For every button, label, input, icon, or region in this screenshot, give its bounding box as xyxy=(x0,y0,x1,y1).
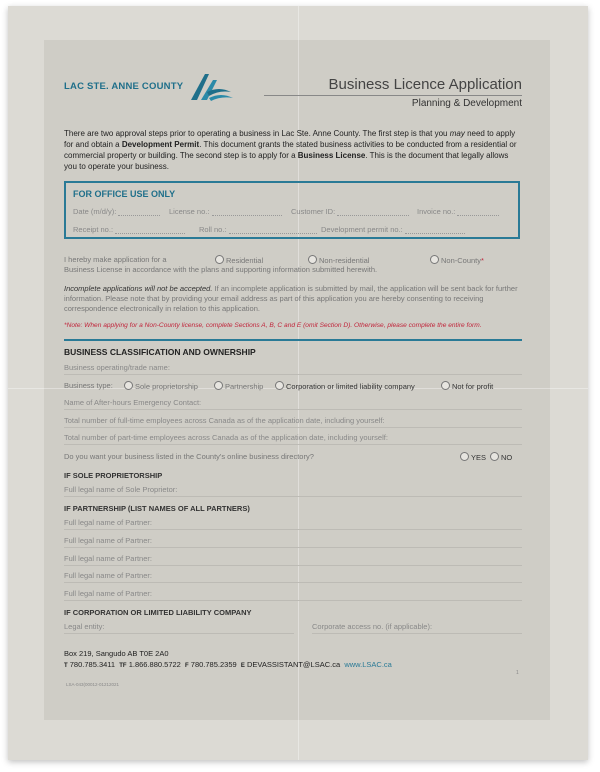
page-subtitle: Planning & Development xyxy=(411,98,522,109)
sole-prop-option[interactable]: Sole proprietorship xyxy=(124,381,198,392)
form-code: LSA-043(00012-01212021 xyxy=(66,682,120,687)
office-use-title: FOR OFFICE USE ONLY xyxy=(73,189,176,199)
footer-email[interactable]: DEVASSISTANT@LSAC.ca xyxy=(246,660,341,669)
application-text-2: Business License in accordance with the plans and supporting information submitted herewith. xyxy=(64,265,378,274)
corporation-heading: IF CORPORATION OR LIMITED LIABILITY COMPANY xyxy=(64,608,252,617)
non-county-radio[interactable] xyxy=(430,255,439,264)
nonprofit-radio[interactable] xyxy=(441,381,450,390)
intro-text-2: need to apply for and obtain a xyxy=(64,129,516,149)
incomplete-italic: Incomplete applications will not be accepted. xyxy=(64,284,213,293)
application-text: I hereby make application for a xyxy=(64,255,167,264)
footer-contact xyxy=(64,648,392,672)
no-radio[interactable] xyxy=(490,452,499,461)
partner-name-field[interactable]: Full legal name of Partner: xyxy=(64,536,522,548)
corporation-radio[interactable] xyxy=(275,381,284,390)
logo-text: LAC STE. ANNE COUNTY xyxy=(64,80,184,92)
yes-radio[interactable] xyxy=(460,452,469,461)
office-customer-id-field[interactable]: Customer ID: xyxy=(291,207,409,216)
directory-question: Do you want your business listed in the County's online business directory? xyxy=(64,452,314,461)
county-logo xyxy=(64,70,233,102)
office-invoice-no-field[interactable]: Invoice no.: xyxy=(417,207,499,216)
intro-may: may xyxy=(449,129,465,138)
intro-dev-permit: Development Permit xyxy=(121,140,200,149)
partner-name-field[interactable]: Full legal name of Partner: xyxy=(64,518,522,530)
footer-address: Box 219, Sangudo AB T0E 2A0 xyxy=(64,649,169,658)
directory-no-option[interactable]: NO xyxy=(490,452,512,463)
operating-name-field[interactable]: Business operating/trade name: xyxy=(64,363,522,375)
office-receipt-no-field[interactable]: Receipt no.: xyxy=(73,225,185,234)
sole-prop-name-field[interactable]: Full legal name of Sole Proprietor: xyxy=(64,485,522,497)
footer-phones: T 780.785.3411 TF 1.866.880.5722 F 780.785.2359 E DEVASSISTANT@LSAC.ca www.LSAC.ca xyxy=(64,660,392,669)
full-time-employees-field[interactable]: Total number of full-time employees across Canada as of the application date, including yourself: xyxy=(64,416,522,428)
nonprofit-option[interactable]: Not for profit xyxy=(441,381,493,392)
partnership-radio[interactable] xyxy=(214,381,223,390)
corporate-access-field[interactable]: Corporate access no. (if applicable): xyxy=(312,622,522,634)
intro-text-1: There are two approval steps prior to operating a business in Lac Ste. Anne County. The first step is that you xyxy=(64,129,448,138)
office-date-field[interactable]: Date (m/d/y): xyxy=(73,207,160,216)
incomplete-notice xyxy=(64,284,524,314)
page-number: 1 xyxy=(516,670,519,676)
form-header xyxy=(64,68,522,114)
non-residential-radio[interactable] xyxy=(308,255,317,264)
header-divider xyxy=(264,95,522,96)
intro-text-3: . This document grants the stated business activities to be conducted from a residential or commercial property or building. The second step is to apply for a xyxy=(64,140,517,160)
office-use-box xyxy=(64,181,520,239)
classification-heading: BUSINESS CLASSIFICATION AND OWNERSHIP xyxy=(64,347,256,357)
non-residential-option[interactable]: Non-residential xyxy=(308,255,369,266)
business-type-label: Business type: xyxy=(64,381,113,390)
office-license-no-field[interactable]: License no.: xyxy=(169,207,282,216)
footer-website-link[interactable]: www.LSAC.ca xyxy=(344,660,392,669)
residential-option[interactable]: Residential xyxy=(215,255,263,266)
residential-radio[interactable] xyxy=(215,255,224,264)
partner-name-field[interactable]: Full legal name of Partner: xyxy=(64,571,522,583)
county-logo-icon xyxy=(187,70,233,102)
intro-business-license: Business License xyxy=(297,151,366,160)
legal-entity-field[interactable]: Legal entity: xyxy=(64,622,294,634)
section-rule xyxy=(64,339,522,341)
directory-yes-option[interactable]: YES xyxy=(460,452,486,463)
corporation-option[interactable]: Corporation or limited liability company xyxy=(275,381,415,392)
partnership-option[interactable]: Partnership xyxy=(214,381,263,392)
emergency-contact-field[interactable]: Name of After-hours Emergency Contact: xyxy=(64,398,522,410)
note-text: *Note: When applying for a Non-County license, complete Sections A, B, C and E (omit Section D). Otherwise, please complete the entire form. xyxy=(64,322,482,329)
office-dev-permit-no-field[interactable]: Development permit no.: xyxy=(321,225,465,234)
office-roll-no-field[interactable]: Roll no.: xyxy=(199,225,317,234)
part-time-employees-field[interactable]: Total number of part-time employees across Canada as of the application date, including yourself: xyxy=(64,433,522,445)
non-county-option[interactable]: Non-County* xyxy=(430,255,484,266)
partner-name-field[interactable]: Full legal name of Partner: xyxy=(64,589,522,601)
partnership-heading: IF PARTNERSHIP (LIST NAMES OF ALL PARTNERS) xyxy=(64,504,250,513)
sole-prop-heading: IF SOLE PROPRIETORSHIP xyxy=(64,471,163,480)
intro-paragraph xyxy=(64,128,522,172)
page-title: Business Licence Application xyxy=(328,76,522,93)
partner-name-field[interactable]: Full legal name of Partner: xyxy=(64,554,522,566)
sole-prop-radio[interactable] xyxy=(124,381,133,390)
incomplete-text: If an incomplete application is submitted by mail, the application will be sent back for further information. Please note that by providing your email address as part of this application you are hereby consenting to receiving correspondence electronically in relation to this application. xyxy=(64,284,518,313)
intro-text-4: . This is the document that legally allows you to operate your business. xyxy=(64,151,509,171)
